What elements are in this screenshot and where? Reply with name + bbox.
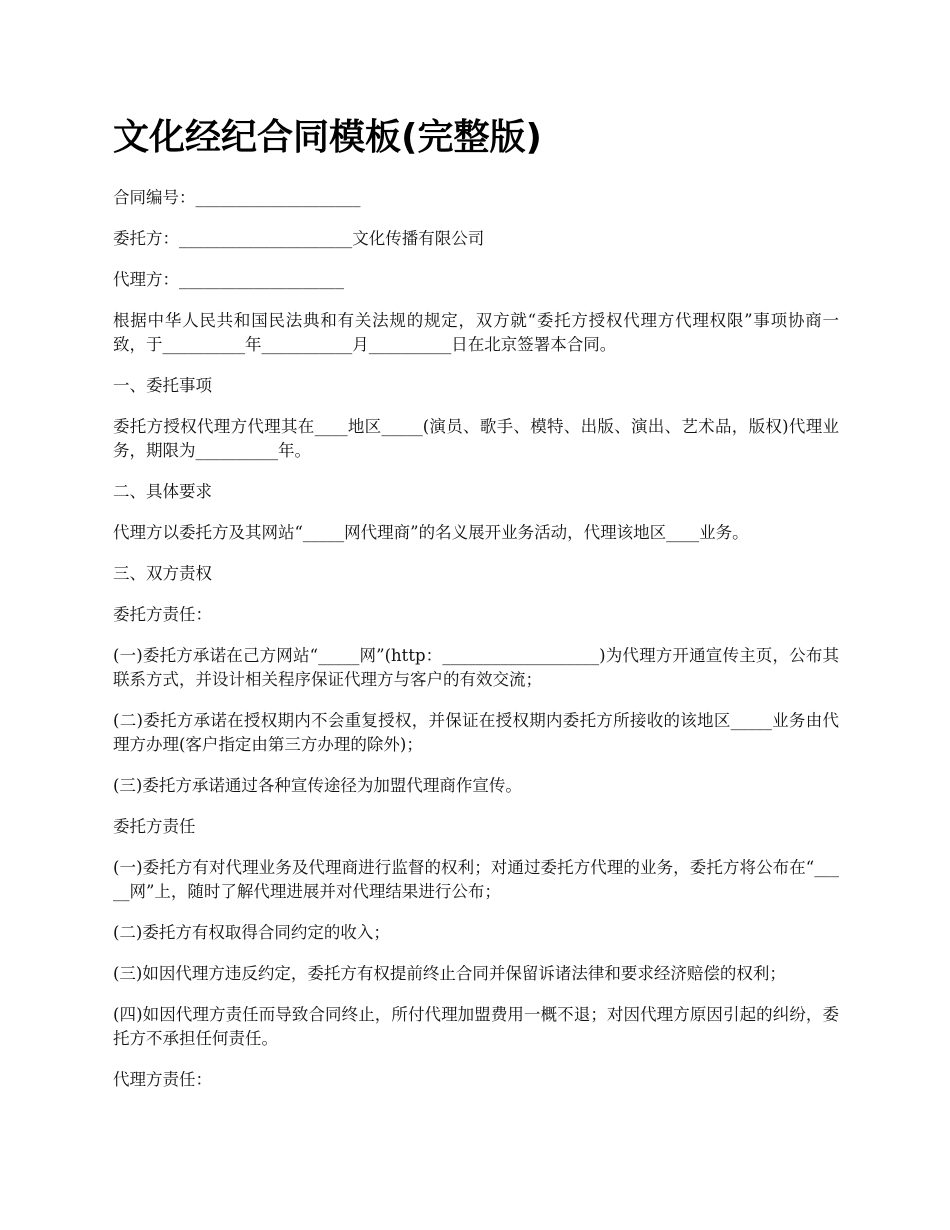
principal-right-2: (二)委托方有权取得合同约定的收入；: [113, 923, 390, 942]
principal-line: 委托方：_____________________文化传播有限公司: [113, 229, 485, 248]
section-1-paragraph: 委托方授权代理方代理其在____地区_____(演员、歌手、模特、出版、演出、艺术品，版权)代理业务，期限为__________年。: [113, 417, 839, 460]
preamble-paragraph: 根据中华人民共和国民法典和有关法规的规定，双方就“委托方授权代理方代理权限”事项协商一致，于__________年___________月__________日在北京签署本合同。: [113, 311, 839, 354]
principal-right-3: (三)如因代理方违反约定，委托方有权提前终止合同并保留诉诸法律和要求经济赔偿的权利；: [113, 964, 786, 983]
document-page: [113, 112, 839, 1109]
subheading-agent-duties: 代理方责任：: [113, 1070, 212, 1089]
section-2-paragraph: 代理方以委托方及其网站“_____网代理商”的名义展开业务活动，代理该地区____业务。: [113, 523, 749, 542]
subheading-principal-duties: 委托方责任：: [113, 605, 212, 624]
principal-right-4: (四)如因代理方责任而导致合同终止，所付代理加盟费用一概不退；对因代理方原因引起的纠纷，委托方不承担任何责任。: [113, 1005, 839, 1048]
principal-duty-1: (一)委托方承诺在己方网站“_____网”(http：___________________)为代理方开通宣传主页，公布其联系方式，并设计相关程序保证代理方与客户的有效交流；: [113, 646, 839, 689]
section-heading-2: 二、具体要求: [113, 482, 212, 501]
section-heading-1: 一、委托事项: [113, 376, 212, 395]
document-title: 文化经纪合同模板(完整版): [113, 117, 542, 158]
contract-number-line: 合同编号：____________________: [113, 188, 361, 207]
principal-duty-3: (三)委托方承诺通过各种宣传途径为加盟代理商作宣传。: [113, 776, 522, 795]
section-heading-3: 三、双方责权: [113, 564, 212, 583]
subheading-principal-rights: 委托方责任: [113, 817, 196, 836]
principal-right-1: (一)委托方有对代理业务及代理商进行监督的权利；对通过委托方代理的业务，委托方将公布在“_____网”上，随时了解代理进展并对代理结果进行公布；: [113, 858, 839, 901]
principal-duty-2: (二)委托方承诺在授权期内不会重复授权，并保证在授权期内委托方所接收的该地区_____业务由代理方办理(客户指定由第三方办理的除外)；: [113, 711, 839, 754]
agent-line: 代理方：____________________: [113, 270, 344, 289]
